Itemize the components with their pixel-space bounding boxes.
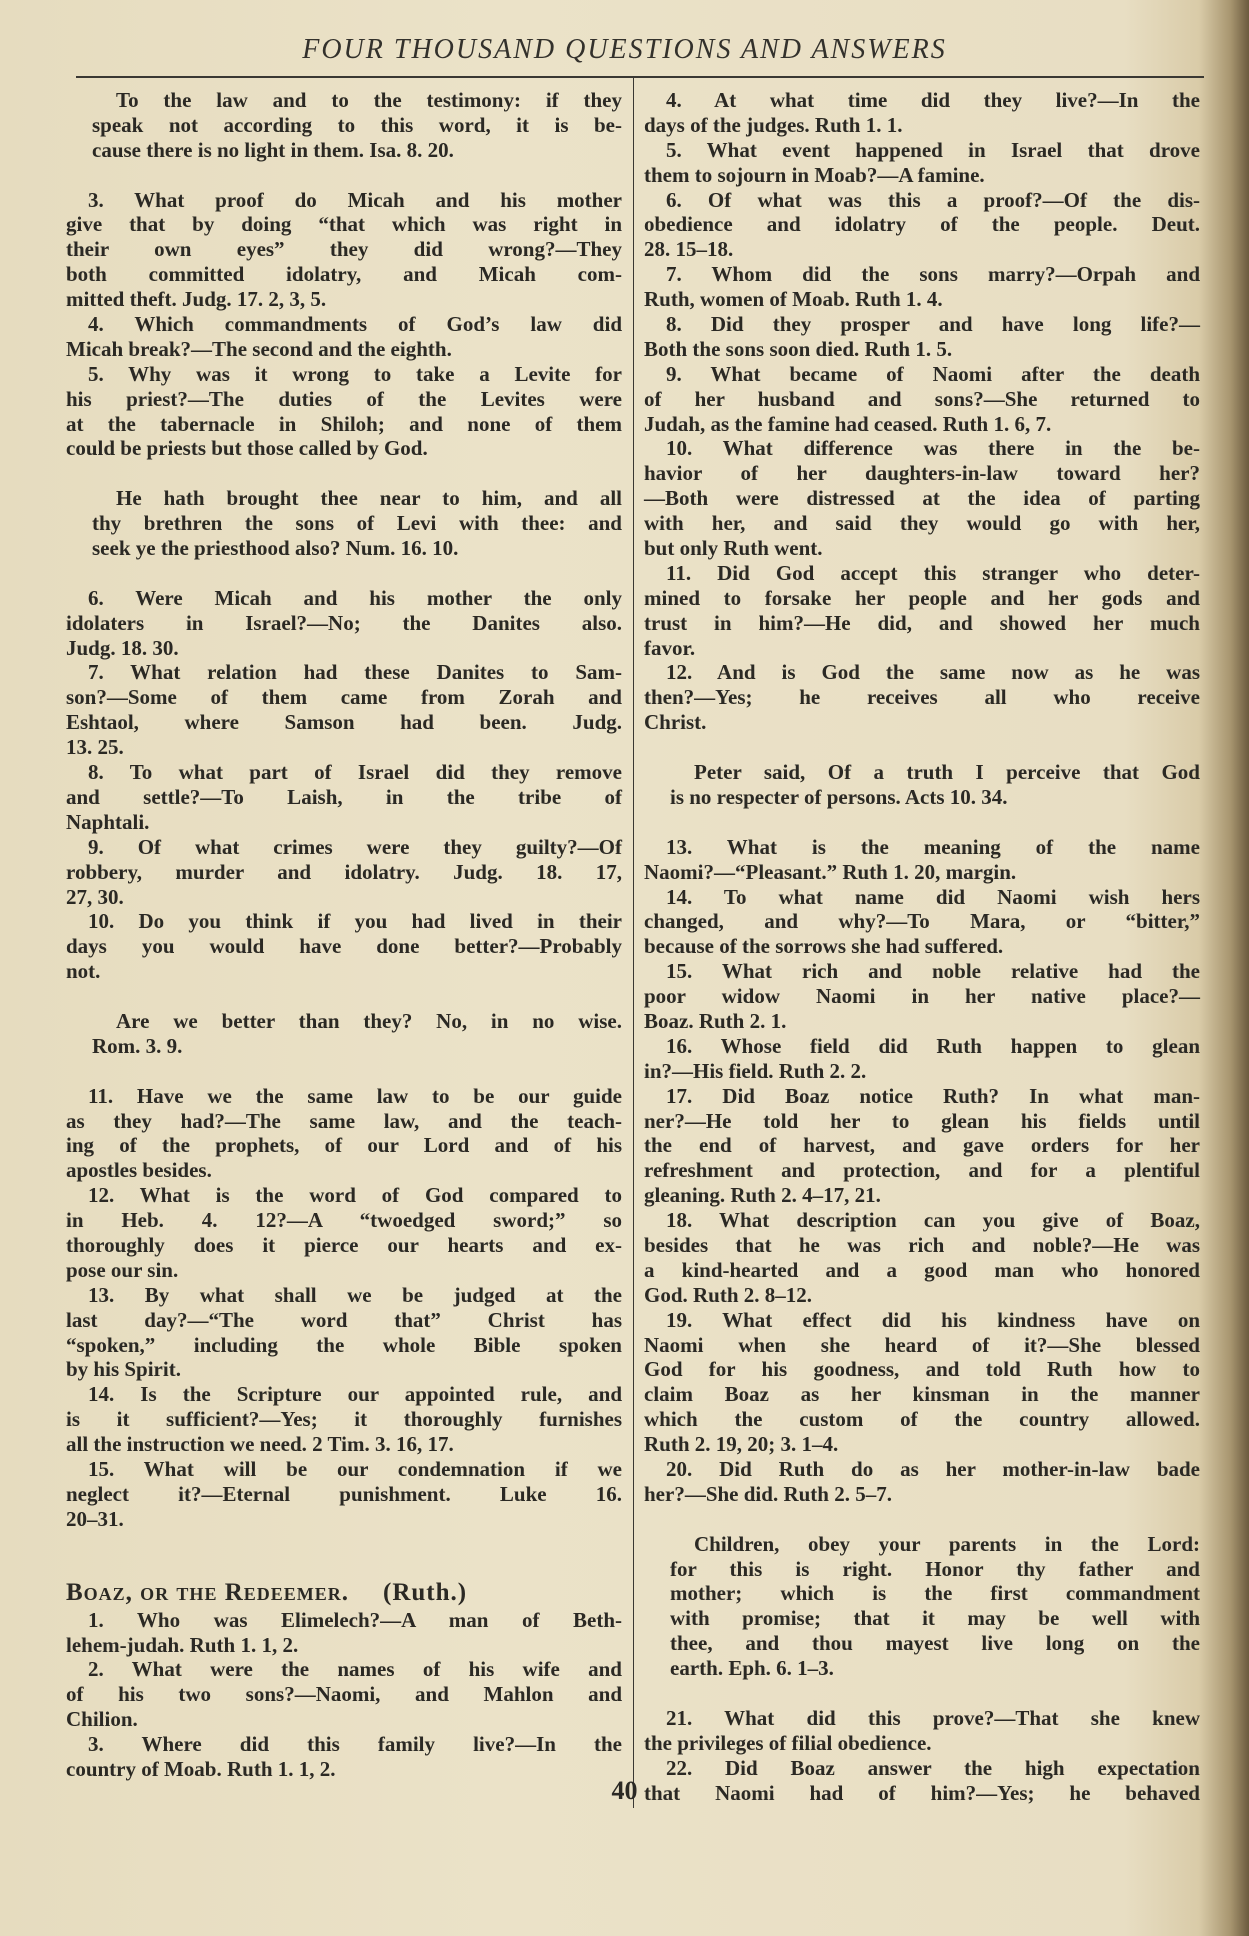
- text-line: 27, 30.: [66, 884, 124, 909]
- text-line: 5. Why was it wrong to take a Levite for: [88, 361, 622, 386]
- text-line: mitted theft. Judg. 17. 2, 3, 5.: [66, 287, 327, 312]
- paragraph-gap: [644, 810, 1200, 835]
- text-line: of his two sons?—Naomi, and Mahlon and: [66, 1682, 622, 1707]
- question-answer: [66, 362, 622, 462]
- column-divider: [633, 78, 634, 1808]
- paragraph-gap: [66, 461, 622, 486]
- text-line: country of Moab. Ruth 1. 1, 2.: [66, 1757, 336, 1781]
- text-line: his priest?—The duties of the Levites were: [66, 386, 622, 411]
- text-line: that Naomi had of him?—Yes; he behaved: [644, 1780, 1200, 1805]
- text-line: Naphtali.: [66, 809, 150, 834]
- page-number: 40: [611, 1776, 638, 1805]
- text-line: at the tabernacle in Shiloh; and none of them: [66, 411, 622, 436]
- text-line: “spoken,” including the whole Bible spoken: [66, 1332, 622, 1357]
- text-line: their own eyes” they did wrong?—They: [66, 237, 622, 262]
- text-line: all the instruction we need. 2 Tim. 3. 16, 17.: [66, 1432, 454, 1457]
- left-column: [66, 88, 622, 1782]
- text-line: trust in him?—He did, and showed her much: [644, 610, 1200, 635]
- text-line: with promise; that it may be well with: [670, 1606, 1200, 1631]
- text-line: Are we better than they? No, in no wise.: [116, 1008, 622, 1033]
- text-line: obedience and idolatry of the people. Deut.: [644, 212, 1200, 237]
- text-line: 4. At what time did they live?—In the: [666, 88, 1200, 112]
- header-rule: [76, 76, 1204, 78]
- question-answer: [66, 1732, 622, 1782]
- question-answer: [66, 586, 622, 661]
- text-line: 9. What became of Naomi after the death: [666, 361, 1200, 386]
- question-answer: [66, 1608, 622, 1658]
- right-column: [644, 88, 1200, 1805]
- text-line: lehem-judah. Ruth 1. 1, 2.: [66, 1632, 299, 1657]
- text-line: days of the judges. Ruth 1. 1.: [644, 112, 903, 137]
- text-line: the privileges of filial obedience.: [644, 1730, 932, 1755]
- text-line: 11. Have we the same law to be our guide: [88, 1083, 622, 1108]
- section-heading: [66, 1578, 622, 1608]
- text-line: 12. What is the word of God compared to: [88, 1183, 622, 1208]
- text-line: Rom. 3. 9.: [92, 1033, 183, 1058]
- text-line: them to sojourn in Moab?—A famine.: [644, 162, 985, 187]
- text-line: of her husband and sons?—She returned to: [644, 386, 1200, 411]
- text-line: 8. To what part of Israel did they remove: [88, 760, 622, 785]
- text-line: Chilion.: [66, 1707, 138, 1732]
- text-line: He hath brought thee near to him, and all: [116, 486, 622, 511]
- text-line: because of the sorrows she had suffered.: [644, 934, 1004, 959]
- question-answer: [66, 1382, 622, 1457]
- text-line: give that by doing “that which was right in: [66, 212, 622, 237]
- question-answer: [66, 660, 622, 760]
- text-line: a kind-hearted and a good man who honored: [644, 1257, 1200, 1282]
- scripture-quote: [644, 760, 1200, 810]
- text-line: 21. What did this prove?—That she knew: [666, 1705, 1200, 1730]
- text-line: Micah break?—The second and the eighth.: [66, 336, 452, 361]
- text-line: 8. Did they prosper and have long life?—: [666, 312, 1200, 337]
- text-line: 14. Is the Scripture our appointed rule, and: [88, 1382, 622, 1407]
- section-title: Boaz, or the Redeemer.: [66, 1578, 350, 1606]
- text-line: 14. To what name did Naomi wish hers: [666, 884, 1200, 909]
- question-answer: [644, 1034, 1200, 1084]
- text-line: robbery, murder and idolatry. Judg. 18. 17,: [66, 859, 622, 884]
- text-line: speak not according to this word, it is be-: [92, 112, 622, 137]
- text-line: refreshment and protection, and for a plentiful: [644, 1158, 1200, 1183]
- question-answer: [644, 1084, 1200, 1208]
- text-line: by his Spirit.: [66, 1357, 181, 1382]
- text-line: Ruth, women of Moab. Ruth 1. 4.: [644, 287, 943, 312]
- question-answer: [644, 561, 1200, 661]
- text-line: Naomi when she heard of it?—She blessed: [644, 1332, 1200, 1357]
- text-line: 15. What will be our condemnation if we: [88, 1456, 622, 1481]
- text-line: is it sufficient?—Yes; it thoroughly furnishes: [66, 1407, 622, 1432]
- text-line: as they had?—The same law, and the teach-: [66, 1108, 622, 1133]
- text-line: havior of her daughters-in-law toward her?: [644, 461, 1200, 486]
- text-line: 7. What relation had these Danites to Sam-: [88, 660, 622, 685]
- text-line: her?—She did. Ruth 2. 5–7.: [644, 1481, 892, 1506]
- text-line: Judah, as the famine had ceased. Ruth 1. 6, 7.: [644, 411, 1052, 436]
- text-line: 13. What is the meaning of the name: [666, 834, 1200, 859]
- text-line: 2. What were the names of his wife and: [88, 1657, 622, 1682]
- text-line: which the custom of the country allowed.: [644, 1407, 1200, 1432]
- text-line: with her, and said they would go with her,: [644, 511, 1200, 536]
- text-line: Naomi?—“Pleasant.” Ruth 1. 20, margin.: [644, 859, 1017, 884]
- question-answer: [644, 362, 1200, 437]
- text-line: Both the sons soon died. Ruth 1. 5.: [644, 336, 953, 361]
- text-line: Peter said, Of a truth I perceive that God: [694, 760, 1200, 785]
- text-line: 19. What effect did his kindness have on: [666, 1307, 1200, 1332]
- scripture-quote: [644, 1532, 1200, 1681]
- question-answer: [66, 312, 622, 362]
- text-line: 13. 25.: [66, 735, 124, 760]
- text-line: Judg. 18. 30.: [66, 635, 179, 660]
- text-line: 10. Do you think if you had lived in their: [88, 909, 622, 934]
- text-line: 5. What event happened in Israel that drove: [666, 137, 1200, 162]
- text-line: pose our sin.: [66, 1257, 179, 1282]
- question-answer: [644, 1308, 1200, 1457]
- scripture-quote: [66, 1009, 622, 1059]
- text-line: days you would have done better?—Probably: [66, 934, 622, 959]
- text-line: 4. Which commandments of God’s law did: [88, 312, 622, 337]
- text-line: 16. Whose field did Ruth happen to glean: [666, 1033, 1200, 1058]
- text-line: thoroughly does it pierce our hearts and ex-: [66, 1232, 622, 1257]
- text-line: in?—His field. Ruth 2. 2.: [644, 1058, 867, 1083]
- text-line: 15. What rich and noble relative had the: [666, 959, 1200, 984]
- question-answer: [644, 835, 1200, 885]
- question-answer: [644, 660, 1200, 735]
- text-line: 18. What description can you give of Boaz,: [666, 1208, 1200, 1233]
- question-answer: [644, 885, 1200, 960]
- text-line: 6. Were Micah and his mother the only: [88, 585, 622, 610]
- text-line: last day?—“The word that” Christ has: [66, 1307, 622, 1332]
- question-answer: [644, 188, 1200, 263]
- question-answer: [644, 436, 1200, 560]
- paragraph-gap: [66, 984, 622, 1009]
- question-answer: [66, 1283, 622, 1383]
- text-line: but only Ruth went.: [644, 536, 823, 561]
- text-line: To the law and to the testimony: if they: [116, 88, 622, 112]
- text-line: 7. Whom did the sons marry?—Orpah and: [666, 262, 1200, 287]
- text-line: changed, and why?—To Mara, or “bitter,”: [644, 909, 1200, 934]
- question-answer: [66, 1457, 622, 1532]
- text-line: claim Boaz as her kinsman in the manner: [644, 1382, 1200, 1407]
- text-line: for this is right. Honor thy father and: [670, 1556, 1200, 1581]
- section-subtitle: (Ruth.): [383, 1578, 468, 1606]
- paragraph-gap: [66, 561, 622, 586]
- text-line: mined to forsake her people and her gods and: [644, 585, 1200, 610]
- text-line: 3. What proof do Micah and his mother: [88, 187, 622, 212]
- paragraph-gap: [644, 1507, 1200, 1532]
- text-line: 20–31.: [66, 1506, 124, 1531]
- running-header: FOUR THOUSAND QUESTIONS AND ANSWERS: [302, 34, 947, 65]
- text-line: 6. Of what was this a proof?—Of the dis-: [666, 187, 1200, 212]
- text-line: Ruth 2. 19, 20; 3. 1–4.: [644, 1432, 839, 1457]
- text-line: Christ.: [644, 710, 707, 735]
- text-line: both committed idolatry, and Micah com-: [66, 262, 622, 287]
- text-line: 9. Of what crimes were they guilty?—Of: [88, 834, 622, 859]
- text-line: 20. Did Ruth do as her mother-in-law bade: [666, 1456, 1200, 1481]
- text-line: 12. And is God the same now as he was: [666, 660, 1200, 685]
- text-line: then?—Yes; he receives all who receive: [644, 685, 1200, 710]
- scripture-quote: [66, 486, 622, 561]
- question-answer: [644, 1208, 1200, 1308]
- text-line: 1. Who was Elimelech?—A man of Beth-: [88, 1607, 622, 1632]
- text-line: —Both were distressed at the idea of parting: [644, 486, 1200, 511]
- text-line: neglect it?—Eternal punishment. Luke 16.: [66, 1481, 622, 1506]
- text-line: Boaz. Ruth 2. 1.: [644, 1008, 787, 1033]
- question-answer: [644, 959, 1200, 1034]
- text-line: the end of harvest, and gave orders for her: [644, 1133, 1200, 1158]
- text-line: 10. What difference was there in the be-: [666, 436, 1200, 461]
- paragraph-gap: [644, 735, 1200, 760]
- paragraph-gap: [66, 1059, 622, 1084]
- question-answer: [644, 1457, 1200, 1507]
- text-line: son?—Some of them came from Zorah and: [66, 685, 622, 710]
- text-line: could be priests but those called by God.: [66, 436, 428, 461]
- text-line: 17. Did Boaz notice Ruth? In what man-: [666, 1083, 1200, 1108]
- text-line: God. Ruth 2. 8–12.: [644, 1282, 813, 1307]
- question-answer: [644, 312, 1200, 362]
- question-answer: [644, 1706, 1200, 1756]
- question-answer: [66, 835, 622, 910]
- text-line: 3. Where did this family live?—In the: [88, 1732, 622, 1757]
- text-line: apostles besides.: [66, 1158, 212, 1183]
- question-answer: [66, 1657, 622, 1732]
- text-line: cause there is no light in them. Isa. 8. 20.: [92, 137, 454, 162]
- text-line: poor widow Naomi in her native place?—: [644, 984, 1200, 1009]
- text-line: is no respecter of persons. Acts 10. 34.: [670, 784, 1008, 809]
- text-line: 28. 15–18.: [644, 237, 734, 262]
- question-answer: [66, 188, 622, 312]
- question-answer: [644, 262, 1200, 312]
- text-line: and settle?—To Laish, in the tribe of: [66, 784, 622, 809]
- question-answer: [66, 1084, 622, 1184]
- text-line: 22. Did Boaz answer the high expectation: [666, 1755, 1200, 1780]
- paragraph-gap: [644, 1681, 1200, 1706]
- text-line: God for his goodness, and told Ruth how to: [644, 1357, 1200, 1382]
- scripture-quote: [66, 88, 622, 163]
- text-line: seek ye the priesthood also? Num. 16. 10.: [92, 536, 459, 561]
- question-answer: [644, 138, 1200, 188]
- text-line: in Heb. 4. 12?—A “twoedged sword;” so: [66, 1208, 622, 1233]
- text-line: thy brethren the sons of Levi with thee: and: [92, 511, 622, 536]
- text-line: 13. By what shall we be judged at the: [88, 1282, 622, 1307]
- text-line: gleaning. Ruth 2. 4–17, 21.: [644, 1183, 881, 1208]
- text-line: Children, obey your parents in the Lord:: [694, 1531, 1200, 1556]
- text-line: mother; which is the first commandment: [670, 1581, 1200, 1606]
- text-line: earth. Eph. 6. 1–3.: [670, 1656, 834, 1681]
- question-answer: [66, 760, 622, 835]
- text-line: thee, and thou mayest live long on the: [670, 1631, 1200, 1656]
- question-answer: [66, 909, 622, 984]
- text-line: ner?—He told her to glean his fields until: [644, 1108, 1200, 1133]
- text-line: idolaters in Israel?—No; the Danites also.: [66, 610, 622, 635]
- text-line: 11. Did God accept this stranger who deter-: [666, 560, 1200, 585]
- text-line: ing of the prophets, of our Lord and of his: [66, 1133, 622, 1158]
- text-line: favor.: [644, 635, 696, 660]
- question-answer: [66, 1183, 622, 1283]
- question-answer: [644, 88, 1200, 138]
- paragraph-gap: [66, 163, 622, 188]
- text-line: not.: [66, 959, 101, 984]
- text-line: Eshtaol, where Samson had been. Judg.: [66, 710, 622, 735]
- text-line: besides that he was rich and noble?—He was: [644, 1232, 1200, 1257]
